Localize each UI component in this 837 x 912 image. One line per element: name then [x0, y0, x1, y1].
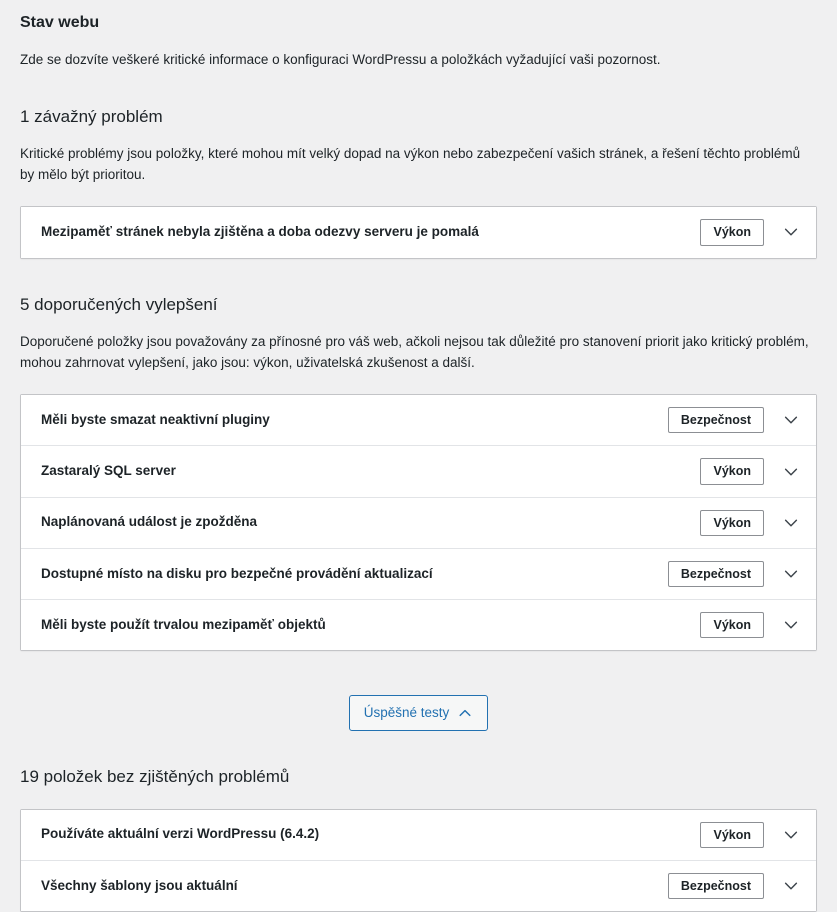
passed-tests-list [20, 809, 817, 912]
passed-tests-section [20, 765, 817, 912]
chevron-down-icon[interactable] [780, 461, 802, 483]
status-badge: Výkon [700, 458, 764, 484]
table-row[interactable] [21, 395, 816, 446]
row-meta [700, 612, 802, 638]
issue-title: Mezipaměť stránek nebyla zjištěna a doba odezvy serveru je pomalá [41, 223, 479, 239]
issue-title: Všechny šablony jsou aktuální [41, 877, 238, 893]
table-row[interactable] [21, 810, 816, 861]
issue-title: Používáte aktuální verzi WordPressu (6.4.2) [41, 826, 320, 842]
passed-tests-heading: 19 položek bez zjištěných problémů [20, 766, 290, 786]
row-meta [700, 219, 802, 245]
status-badge: Výkon [700, 219, 764, 245]
status-badge: Výkon [700, 822, 764, 848]
status-badge: Bezpečnost [668, 407, 764, 433]
chevron-down-icon[interactable] [780, 512, 802, 534]
issue-title: Dostupné místo na disku pro bezpečné provádění aktualizací [41, 565, 433, 581]
critical-issues-heading: 1 závažný problém [20, 106, 163, 126]
chevron-down-icon[interactable] [780, 614, 802, 636]
table-row[interactable] [21, 207, 816, 257]
row-meta [668, 873, 802, 899]
issue-title: Měli byste použít trvalou mezipaměť objektů [41, 616, 326, 632]
row-meta [700, 458, 802, 484]
recommended-improvements-heading: 5 doporučených vylepšení [20, 294, 218, 314]
chevron-down-icon[interactable] [780, 563, 802, 585]
table-row[interactable] [21, 861, 816, 911]
row-meta [700, 822, 802, 848]
recommended-improvements-list [20, 394, 817, 651]
issue-title: Zastaralý SQL server [41, 463, 176, 479]
issue-title: Naplánovaná událost je zpožděna [41, 514, 258, 530]
issue-title: Měli byste smazat neaktivní pluginy [41, 411, 270, 427]
row-meta [668, 561, 802, 587]
row-meta [700, 510, 802, 536]
critical-issues-section [20, 105, 817, 259]
recommended-improvements-section [20, 293, 817, 652]
chevron-down-icon[interactable] [780, 875, 802, 897]
chevron-down-icon[interactable] [780, 824, 802, 846]
passed-tests-toggle-label: Úspěšné testy [363, 705, 450, 721]
status-badge: Bezpečnost [668, 873, 764, 899]
passed-tests-toggle-wrap [20, 695, 817, 731]
page-description: Zde se dozvíte veškeré kritické informace o konfiguraci WordPressu a položkách vyžadující vaši pozornost. [20, 52, 661, 68]
status-badge: Výkon [700, 612, 764, 638]
row-meta [668, 407, 802, 433]
critical-issues-list [20, 206, 817, 258]
passed-tests-toggle-button[interactable] [349, 695, 489, 731]
critical-issues-description: Kritické problémy jsou položky, které mohou mít velký dopad na výkon nebo zabezpečení vašich stránek, a řešení těchto problémů by mělo být prioritou. [20, 146, 801, 183]
table-row[interactable] [21, 600, 816, 650]
table-row[interactable] [21, 549, 816, 600]
page-title: Stav webu [20, 14, 100, 31]
status-badge: Výkon [700, 510, 764, 536]
status-badge: Bezpečnost [668, 561, 764, 587]
table-row[interactable] [21, 498, 816, 549]
recommended-improvements-description: Doporučené položky jsou považovány za přínosné pro váš web, ačkoli nejsou tak důležité pro stanovení priorit jako kritický problém, mohou zahrnovat vylepšení, jako jsou: výkon, uživatelská zkušenost a další. [20, 334, 809, 371]
chevron-down-icon[interactable] [780, 221, 802, 243]
chevron-down-icon[interactable] [780, 409, 802, 431]
table-row[interactable] [21, 446, 816, 497]
chevron-up-icon [457, 705, 473, 721]
